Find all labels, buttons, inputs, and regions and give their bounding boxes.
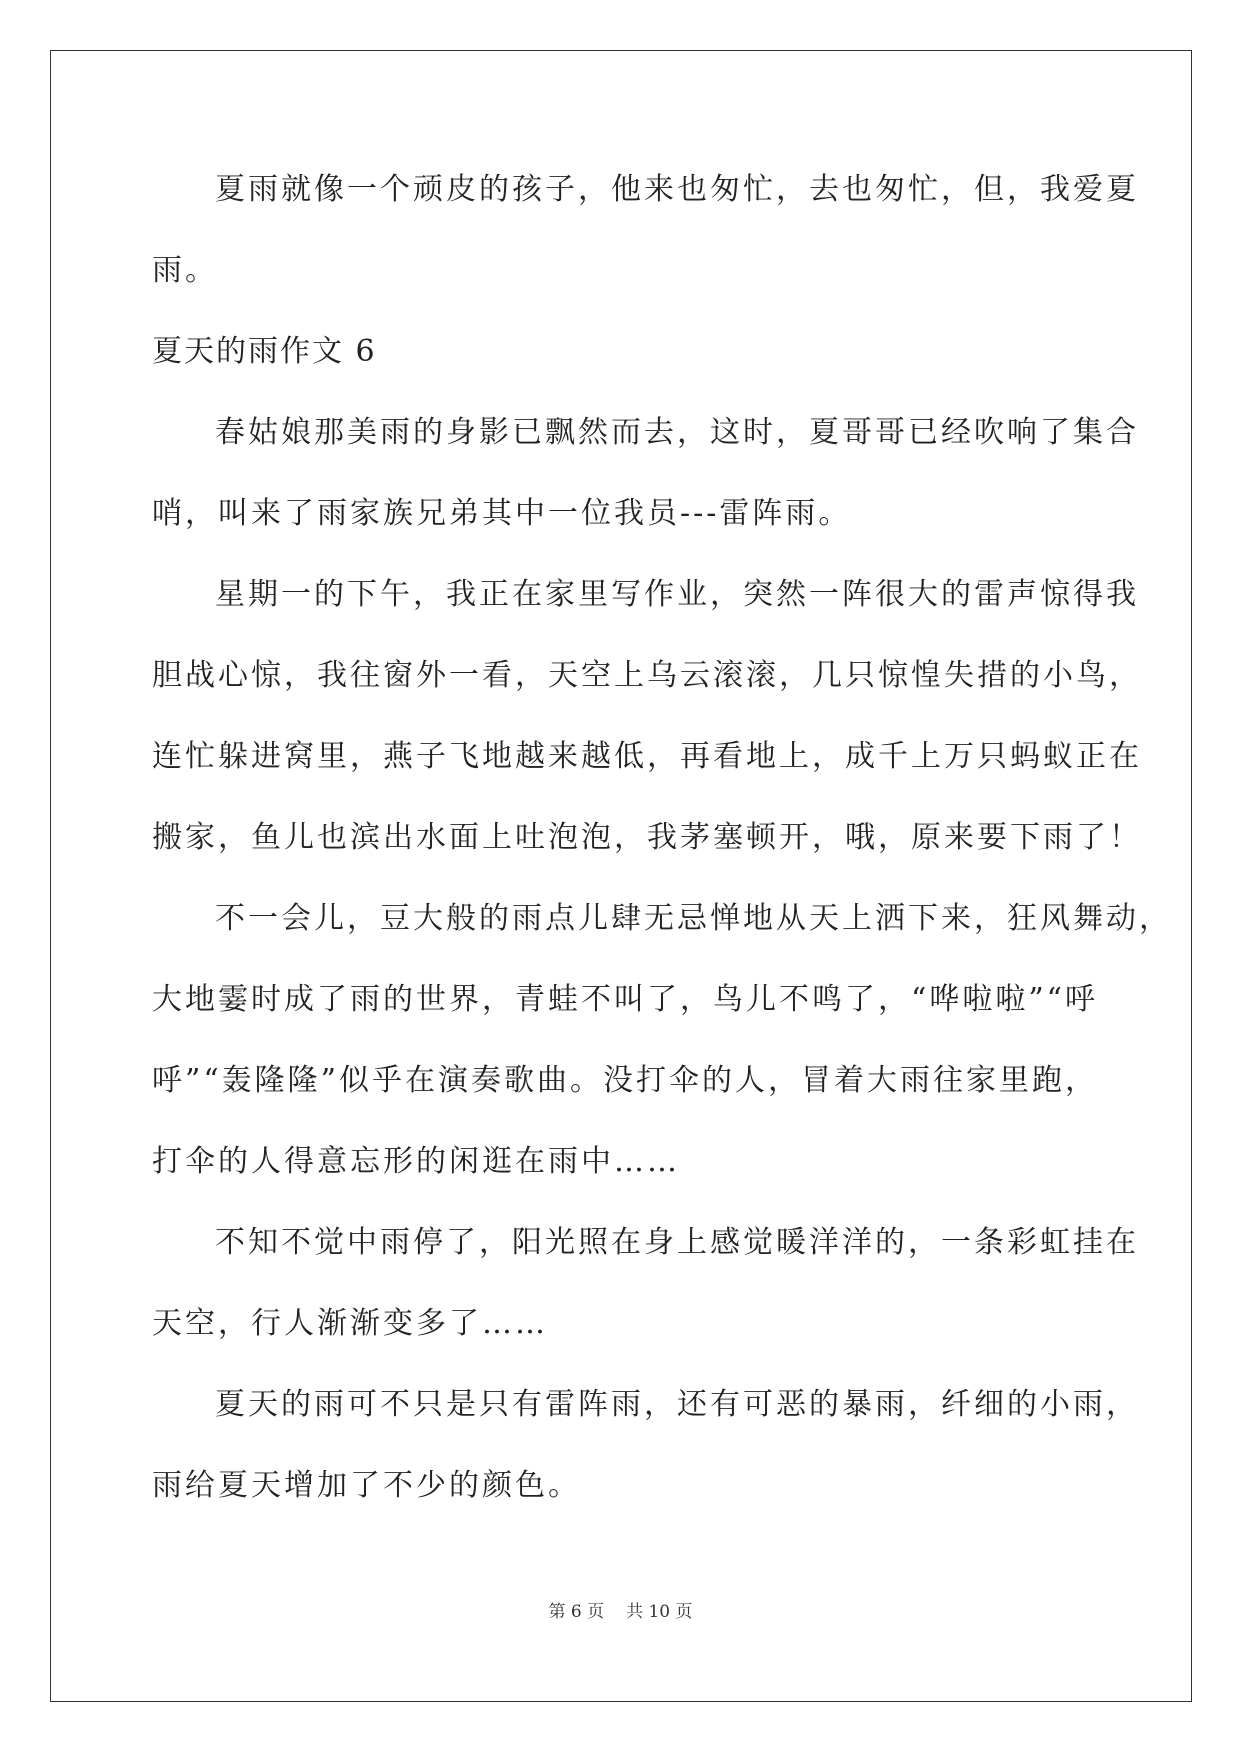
paragraph-line: 夏天的雨可不只是只有雷阵雨，还有可恶的暴雨，纤细的小雨，	[215, 1387, 1139, 1422]
paragraph-line: 哨，叫来了雨家族兄弟其中一位我员---雷阵雨。	[152, 496, 852, 531]
paragraph-line: 雨给夏天增加了不少的颜色。	[152, 1468, 581, 1503]
paragraph-line: 打伞的人得意忘形的闲逛在雨中……	[152, 1144, 680, 1179]
paragraph-line: 不一会儿，豆大般的雨点儿肆无忌惮地从天上洒下来，狂风舞动，	[215, 901, 1172, 936]
document-body	[152, 160, 1172, 1537]
paragraph-line: 不知不觉中雨停了，阳光照在身上感觉暖洋洋的，一条彩虹挂在	[215, 1225, 1139, 1260]
paragraph-line: 呼”“轰隆隆”似乎在演奏歌曲。没打伞的人，冒着大雨往家里跑，	[152, 1063, 1099, 1098]
paragraph-line: 大地霎时成了雨的世界，青蛙不叫了，鸟儿不鸣了，“哗啦啦”“呼	[152, 982, 1099, 1017]
page-number: 第 6 页	[548, 1602, 605, 1622]
page-footer	[0, 1597, 1241, 1622]
paragraph-line: 搬家，鱼儿也滨出水面上吐泡泡，我茅塞顿开，哦，原来要下雨了！	[152, 820, 1142, 855]
paragraph-line: 夏雨就像一个顽皮的孩子，他来也匆忙，去也匆忙，但，我爱夏	[215, 172, 1139, 207]
paragraph-line: 雨。	[152, 253, 218, 288]
paragraph-line: 春姑娘那美雨的身影已飘然而去，这时，夏哥哥已经吹响了集合	[215, 415, 1139, 450]
paragraph-line: 星期一的下午，我正在家里写作业，突然一阵很大的雷声惊得我	[215, 577, 1139, 612]
page-total: 共 10 页	[626, 1602, 693, 1622]
section-heading: 夏天的雨作文 6	[152, 334, 377, 369]
paragraph-line: 天空，行人渐渐变多了……	[152, 1306, 548, 1341]
paragraph-line: 连忙躲进窝里，燕子飞地越来越低，再看地上，成千上万只蚂蚁正在	[152, 739, 1142, 774]
paragraph-line: 胆战心惊，我往窗外一看，天空上乌云滚滚，几只惊惶失措的小鸟，	[152, 658, 1142, 693]
